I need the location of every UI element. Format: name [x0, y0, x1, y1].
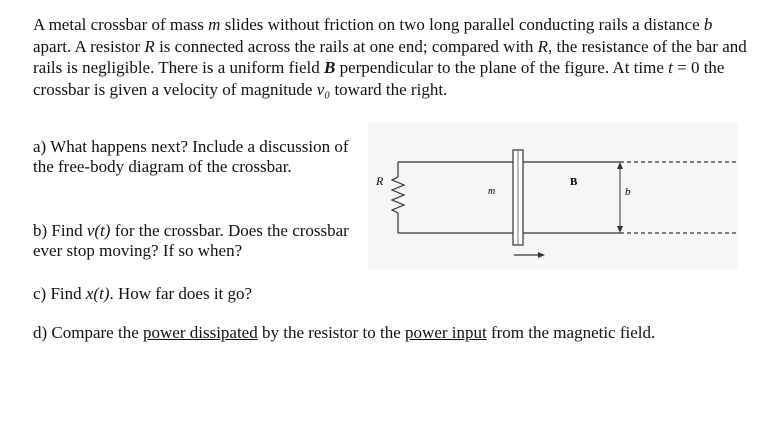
problem-statement: A metal crossbar of mass m slides without friction on two long parallel conducting rails a distance b apart. A resistor R is connected across the rails at one end; compared with R, the resistance of the bar and rails is negligible. There is a uniform field B perpendicular to the plane of the figure. At time t = 0 the crossbar is given a velocity of magnitude v₀ toward the right.: [33, 15, 747, 99]
var-R: R: [144, 36, 155, 56]
var-b: b: [703, 15, 713, 34]
power-input-underlined: power input: [405, 323, 487, 342]
var-B: B: [323, 58, 336, 77]
question-d: d) Compare the power dissipated by the resistor to the power input from the magnetic field.: [33, 323, 656, 342]
var-t: t: [668, 58, 673, 77]
var-v-t: v(t): [86, 221, 111, 240]
question-a: a) What happens next? Include a discussion of the free-body diagram of the crossbar.: [33, 137, 349, 176]
var-R-2: R: [537, 36, 549, 56]
question-c: c) Find x(t). How far does it go?: [33, 284, 253, 303]
mass-label: m: [488, 186, 496, 197]
resistor-label: R: [376, 174, 384, 188]
crossbar-diagram: [368, 122, 738, 270]
var-v0: v₀: [316, 79, 331, 99]
figure-background: [368, 122, 738, 270]
field-label: B: [570, 176, 578, 188]
var-x-t: x(t): [85, 284, 110, 303]
question-b: b) Find v(t) for the crossbar. Does the crossbar ever stop moving? If so when?: [33, 221, 349, 260]
separation-label: b: [625, 186, 631, 198]
power-dissipated-underlined: power dissipated: [143, 323, 258, 342]
var-m: m: [208, 15, 221, 34]
